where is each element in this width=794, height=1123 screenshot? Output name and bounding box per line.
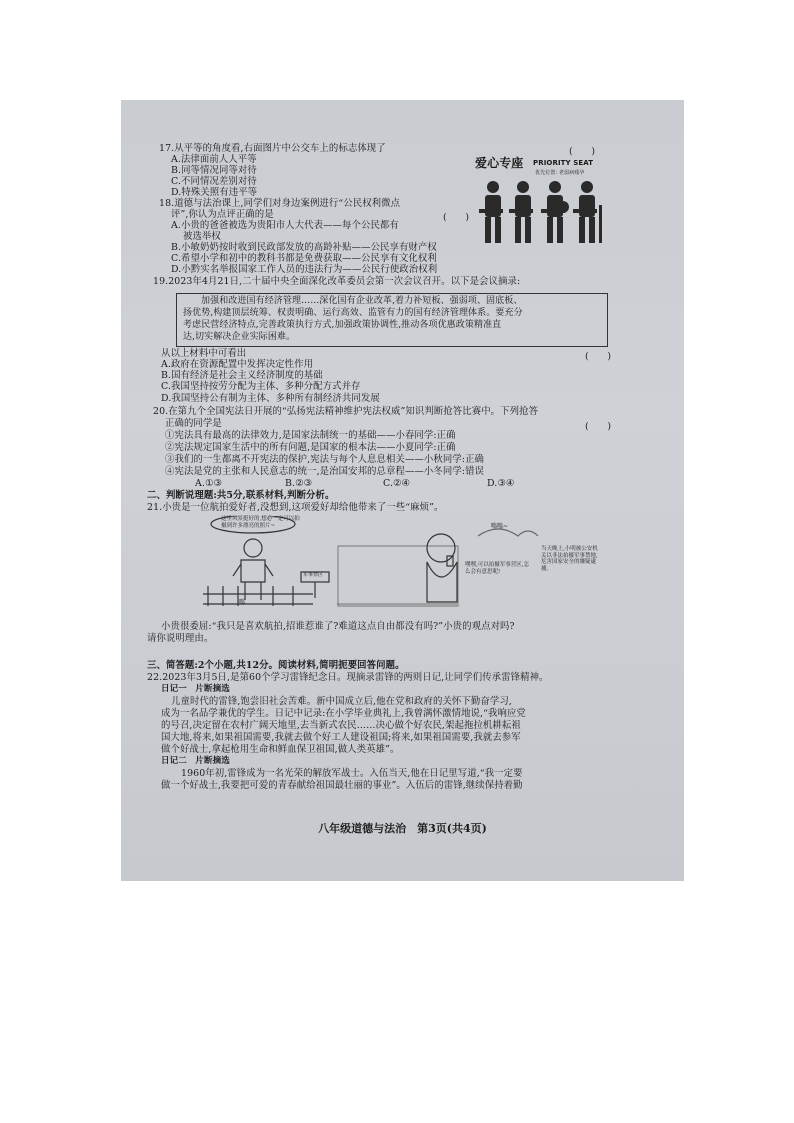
seat-sign-sub: 优先位置: 老弱病残孕 bbox=[535, 170, 585, 176]
q18-option-c: C.希望小学和初中的教科书都是免费获取——公民享有文化权利 bbox=[171, 253, 437, 264]
q19-material-line: 扬优势,构建顶层统筹、权责明确、运行高效、监管有力的国有经济管理体系。要充分 bbox=[183, 308, 523, 318]
q19-material-line: 加强和改进国有经济管理……深化国有企业改革,着力补短板、强弱项、固底板、 bbox=[201, 296, 523, 306]
q17-answer-paren: ( ) bbox=[569, 146, 596, 157]
q18-option-a-cont: 被选举权 bbox=[183, 231, 221, 242]
q20-item: ②宪法规定国家生活中的所有问题,是国家的根本法——小夏同学:正确 bbox=[165, 442, 456, 453]
q21-question-cont: 请你说明理由。 bbox=[147, 633, 214, 644]
diary-1-line: 儿童时代的雷锋,饱尝旧社会苦难。新中国成立后,他在党和政府的关怀下勤奋学习, bbox=[171, 696, 512, 707]
section-2-heading: 二、判断说理题:共5分,联系材料,判断分析。 bbox=[147, 490, 335, 501]
q20-choice-a: A.①③ bbox=[195, 478, 222, 489]
q18-stem-line1: 18.道德与法治课上,同学们对身边案例进行“公民权利微点 bbox=[159, 198, 401, 209]
q17-stem: 17.从平等的角度看,右面图片中公交车上的标志体现了 bbox=[159, 143, 386, 154]
q17-option-b: B.同等情况同等对待 bbox=[171, 165, 257, 176]
q20-stem-line2: 正确的同学是 bbox=[165, 418, 222, 429]
q19-stem: 19.2023年4月21日,二十届中央全面深化改革委员会第一次会议召开。以下是会议摘录: bbox=[153, 276, 521, 287]
cartoon-bubble-2: 嘿嘿,可以拍摄军事营区,怎么会有意思呢! bbox=[465, 562, 529, 575]
priority-figures-icon bbox=[471, 179, 611, 249]
military-zone-sign: 军事禁区 bbox=[303, 572, 324, 578]
q18-stem-line2: 评”,你认为点评正确的是 bbox=[171, 209, 274, 220]
q18-option-d: D.小黔实名举报国家工作人员的违法行为——公民行使政治权利 bbox=[171, 264, 438, 275]
page-footer: 八年级道德与法治 第3页(共4页) bbox=[318, 822, 487, 835]
seat-sign-title: 爱心专座 bbox=[475, 156, 524, 170]
diary-1-line: 做个好战士,拿起枪用生命和鲜血保卫祖国,做人类英雄”。 bbox=[161, 744, 400, 755]
q21-cartoon bbox=[203, 516, 603, 616]
diary-1-title: 日记一 片断摘选 bbox=[161, 684, 230, 694]
cartoon-sound-1: 嗡嗡~ bbox=[491, 523, 509, 530]
q17-option-d: D.特殊关照有违平等 bbox=[171, 187, 258, 198]
seat-sign-en: PRIORITY SEAT bbox=[533, 159, 594, 167]
diary-1-line: 成为一名品学兼优的学生。日记中记录:在小学毕业典礼上,我曾满怀激情地说,“我响应党 bbox=[161, 708, 526, 719]
q20-item: ③我们的一生都离不开宪法的保护,宪法与每个人息息相关——小秋同学:正确 bbox=[165, 454, 485, 465]
q20-item: ①宪法具有最高的法律效力,是国家法制统一的基础——小春同学:正确 bbox=[165, 430, 456, 441]
q18-answer-paren: ( ) bbox=[443, 212, 470, 223]
q22-stem: 22.2023年3月5日,是第60个学习雷锋纪念日。现摘录雷锋的两则日记,让同学们传承雷锋精神。 bbox=[147, 672, 549, 683]
q19-option-c: C.我国坚持按劳分配为主体、多种分配方式并存 bbox=[161, 381, 361, 392]
q19-material-line: 考虑民营经济特点,完善政策执行方式,加强政策协调性,推动各项优惠政策精准直 bbox=[183, 320, 502, 330]
q19-option-b: B.国有经济是社会主义经济制度的基础 bbox=[161, 370, 323, 381]
q19-option-d: D.我国坚持公有制为主体、多种所有制经济共同发展 bbox=[161, 393, 380, 404]
priority-seat-sign bbox=[471, 155, 611, 247]
q20-answer-paren: ( ) bbox=[585, 421, 612, 432]
q20-stem-line1: 20.在第九个全国宪法日开展的“弘扬宪法精神维护宪法权威”知识判断抢答比赛中。下列抢答 bbox=[153, 406, 539, 417]
q20-choice-d: D.③④ bbox=[487, 478, 515, 489]
scanned-exam-page bbox=[121, 100, 684, 881]
q20-choice-c: C.②④ bbox=[383, 478, 411, 489]
q19-lead: 从以上材料中可看出 bbox=[161, 348, 247, 359]
q21-stem: 21.小贵是一位航拍爱好者,没想到,这项爱好却给他带来了一些“麻烦”。 bbox=[147, 502, 444, 513]
cartoon-sound-2: 嗡 bbox=[239, 599, 246, 606]
q20-item: ④宪法是党的主张和人民意志的统一,是治国安邦的总章程——小冬同学:错误 bbox=[165, 466, 485, 477]
q17-option-c: C.不同情况差别对待 bbox=[171, 176, 257, 187]
section-3-heading: 三、简答题:2个小题,共12分。阅读材料,简明扼要回答问题。 bbox=[147, 660, 405, 671]
diary-1-line: 的号召,决定留在农村广阔天地里,去当新式农民……决心做个好农民,架起拖拉机耕耘祖 bbox=[161, 720, 521, 731]
q18-option-b: B.小敏奶奶按时收到民政部发放的高龄补贴——公民享有财产权 bbox=[171, 242, 437, 253]
q19-answer-paren: ( ) bbox=[585, 351, 612, 362]
q18-option-a: A.小贵的爸爸被选为贵阳市人大代表——每个公民都有 bbox=[171, 220, 399, 231]
q21-question: 小贵很委屈:“我只是喜欢航拍,招谁惹谁了?难道这点自由都没有吗?”小贵的观点对吗? bbox=[161, 621, 515, 632]
q20-choice-b: B.②③ bbox=[285, 478, 313, 489]
q17-option-a: A.法律面前人人平等 bbox=[171, 154, 257, 165]
cartoon-bubble-3: 当天晚上,小明被公安机关以非法拍摄军事禁地,危害国家安全的嫌疑逮捕。 bbox=[541, 546, 598, 572]
diary-1-line: 国大地,将来,如果祖国需要,我就去做个好工人建设祖国;将来,如果祖国需要,我就去参军 bbox=[161, 732, 521, 743]
q19-option-a: A.政府在资源配置中发挥决定性作用 bbox=[161, 359, 314, 370]
q19-material-line: 达,切实解决企业实际困难。 bbox=[183, 332, 296, 342]
diary-2-line: 1960年初,雷锋成为一名光荣的解放军战士。入伍当天,他在日记里写道,“我一定要 bbox=[181, 768, 523, 779]
diary-2-line: 做一个好战士,我要把可爱的青春献给祖国最壮丽的事业”。入伍后的雷锋,继续保持着勤 bbox=[161, 780, 523, 791]
cartoon-bubble-1: 这里风景挺好的,想必一定可以拍摄到许多漂亮的照片~ bbox=[221, 516, 300, 529]
diary-2-title: 日记二 片断摘选 bbox=[161, 756, 230, 766]
